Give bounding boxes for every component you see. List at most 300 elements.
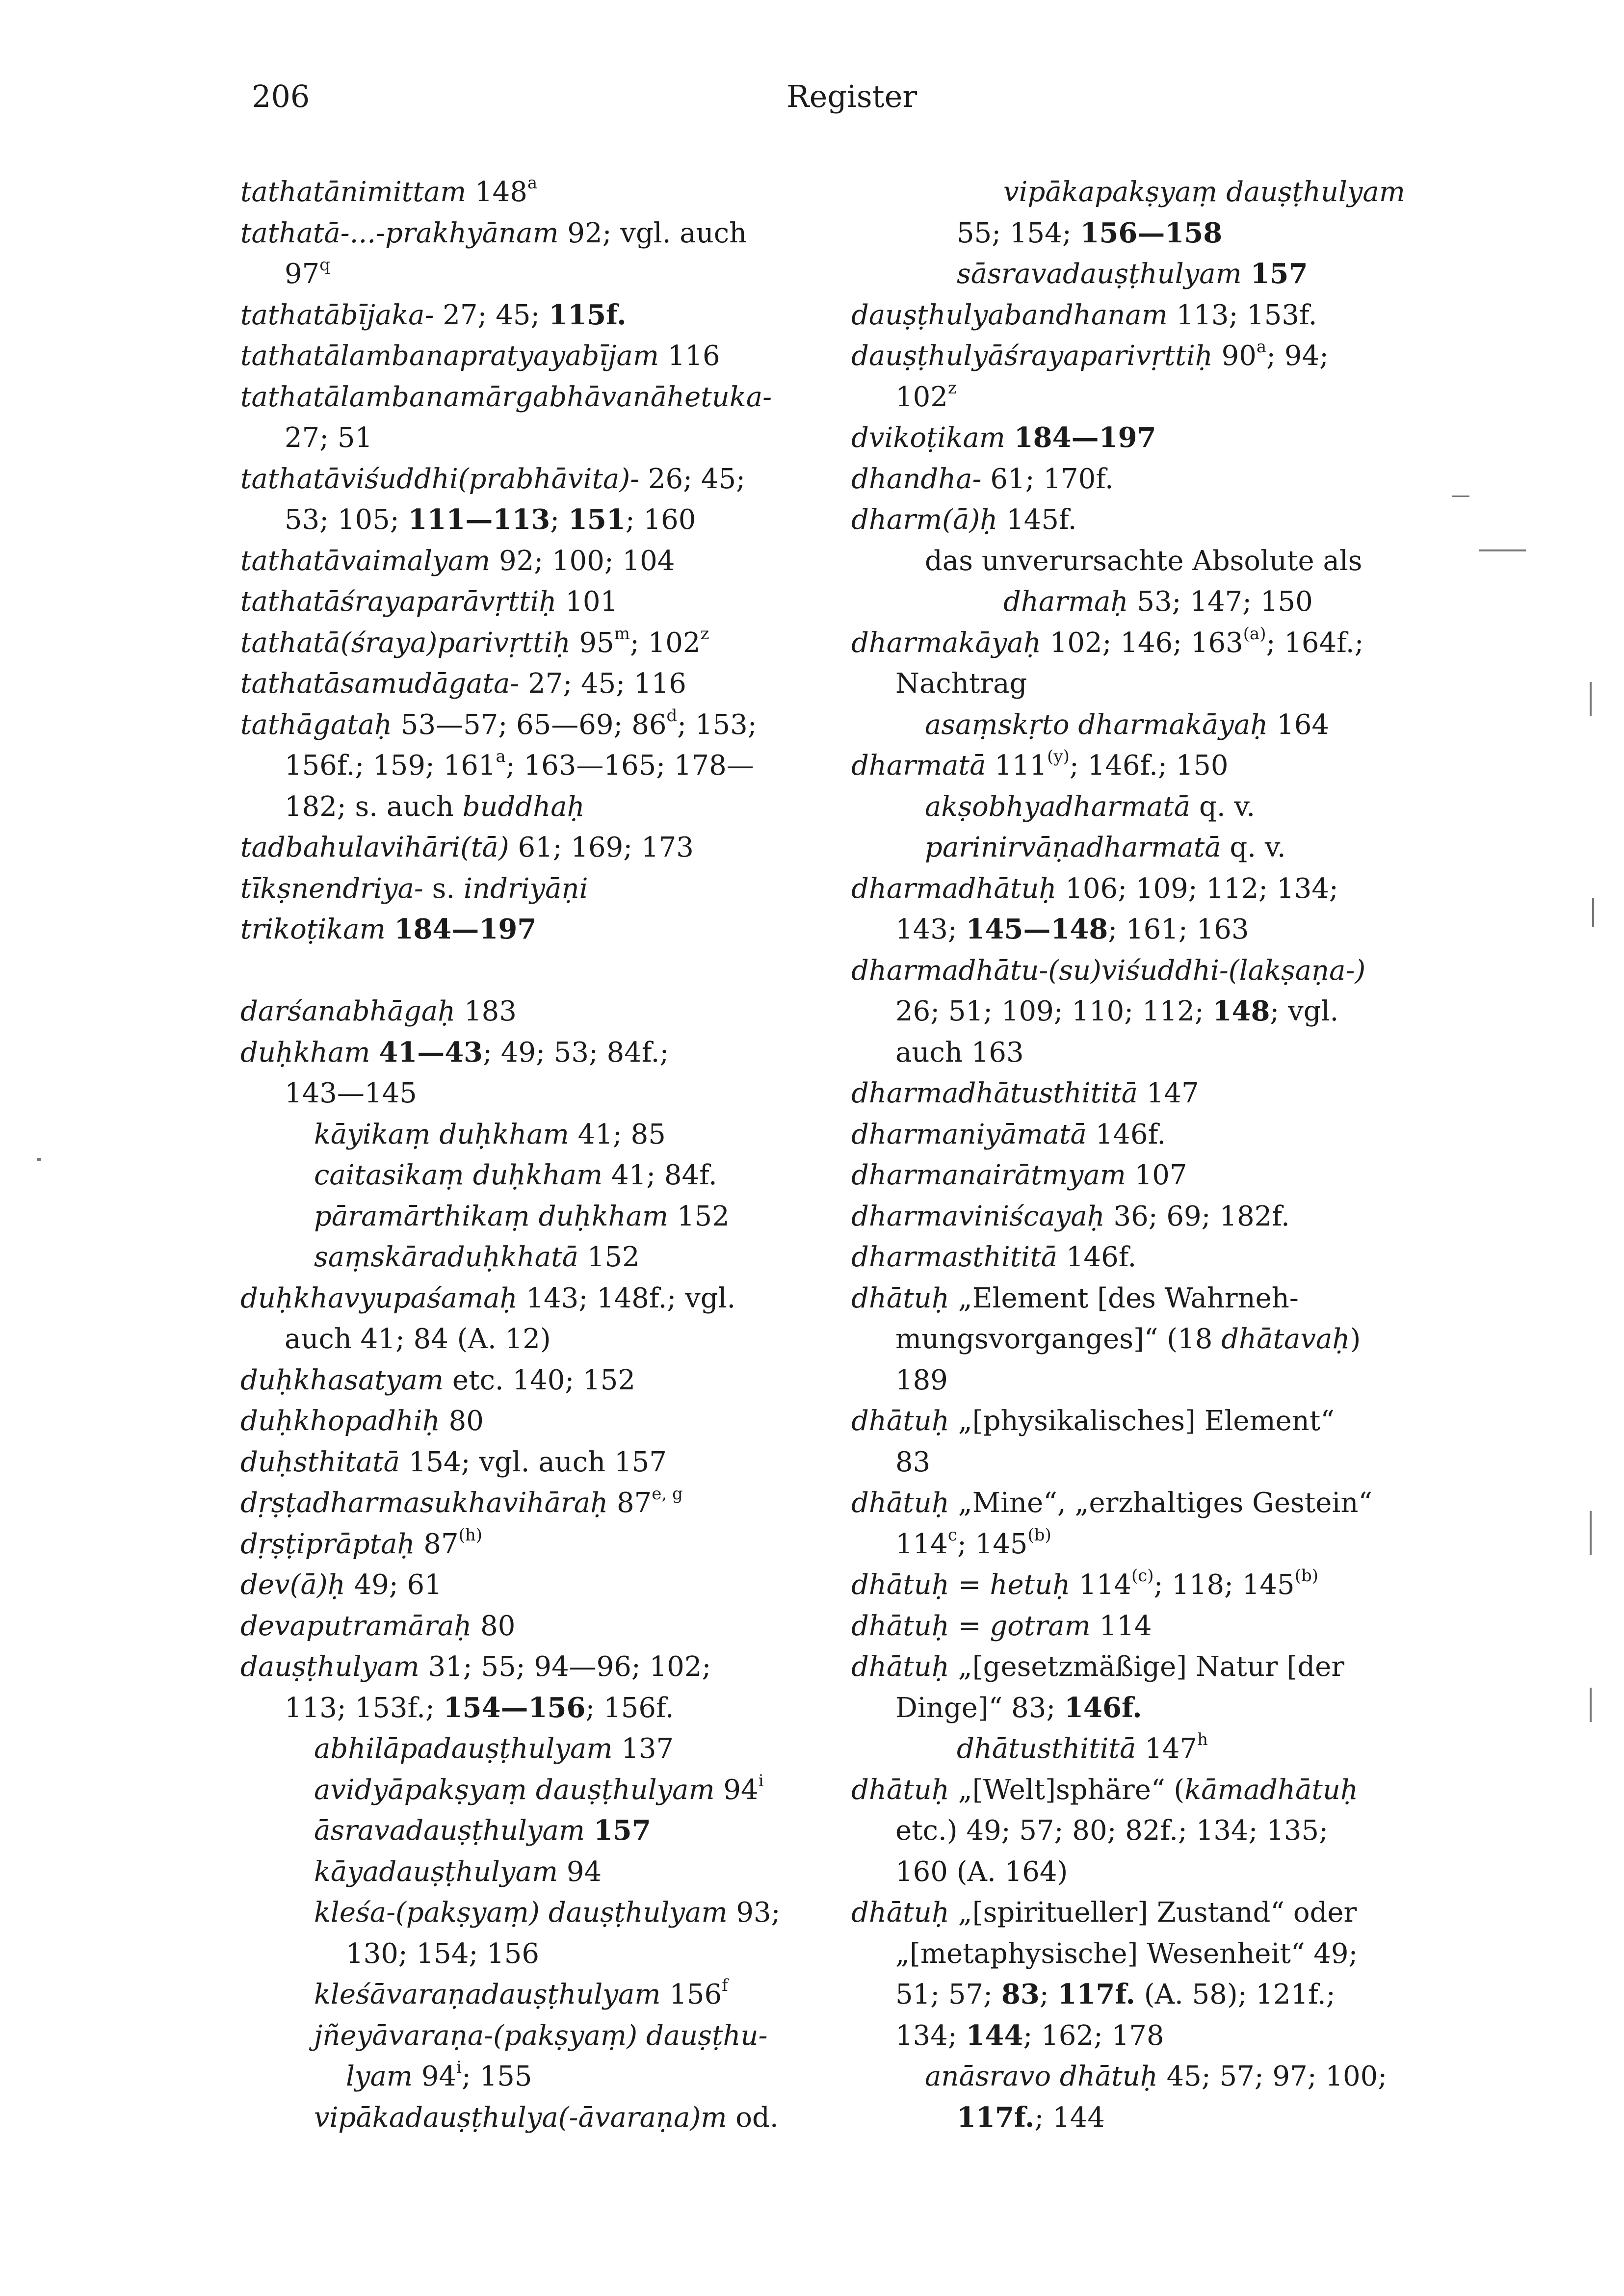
entry-term: dharm(ā)ḥ [851,504,998,536]
entry-text: ; 164f.; [1266,626,1364,659]
page-reference-bold: 151 [568,503,626,536]
entry-text: 41; 85 [569,1118,666,1150]
index-line [851,991,1489,1032]
entry-term: dhātuḥ [851,1774,949,1806]
entry-text: ; 146f.; 150 [1069,750,1229,782]
index-line [240,1073,834,1114]
index-line [851,499,1489,541]
entry-text: 93; [727,1897,781,1929]
index-column-left [240,172,834,2138]
entry-term: tathatāviśuddhi(prabhāvita)- [240,463,640,495]
entry-term: sāsravadauṣṭhulyam [957,258,1242,290]
index-line [240,1770,834,1811]
index-line [240,623,834,664]
entry-text: 55; 154; [957,217,1080,249]
entry-text: „[physikalisches] Element“ [949,1405,1335,1437]
page-reference-bold: 41—43 [379,1036,483,1069]
index-line [240,377,834,418]
entry-term: tadbahulavihāri(tā) [240,832,509,863]
entry-text: 87 [608,1487,652,1519]
index-line [851,745,1489,786]
index-line [240,459,834,500]
entry-text: „Element [des Wahrneh- [949,1282,1299,1314]
scan-speck [1590,1511,1592,1555]
entry-text [386,913,394,945]
index-line [240,417,834,459]
entry-text: 92; vgl. auch [558,217,747,249]
entry-term: dauṣṭhulyāśrayaparivṛttiḥ [851,340,1213,372]
entry-term: dhātuḥ [851,1487,949,1519]
index-line [240,1114,834,1155]
index-line [240,1319,834,1360]
superscript: e, g [652,1484,683,1504]
entry-text: ; 156f. [585,1692,674,1724]
entry-text: 83 [895,1446,931,1478]
index-line [240,1032,834,1073]
entry-term: dharmaḥ [1003,586,1128,618]
index-line [240,868,834,910]
entry-term: tathatā(śraya)parivṛttiḥ [240,626,571,659]
entry-term: abhilāpadauṣṭhulyam [314,1733,613,1765]
superscript: a [496,747,506,767]
superscript: i [758,1771,764,1791]
index-line [240,1688,834,1729]
index-line [240,336,834,377]
index-line [851,2056,1489,2097]
entry-term: dhātuḥ [851,1651,949,1683]
entry-text: 53; 147; 150 [1128,586,1313,618]
index-line [851,827,1489,868]
entry-text: ; 160 [625,504,696,536]
entry-term: kāyadauṣṭhulyam [314,1855,558,1888]
index-line [851,1606,1489,1647]
entry-term: dhātuḥ = gotram [851,1610,1091,1642]
index-line [240,541,834,582]
entry-term: duḥkham [240,1036,370,1069]
entry-text: 156 [660,1979,722,2010]
entry-term: dharmatā [851,750,986,782]
entry-term: indriyāṇi [463,872,588,905]
entry-text: ; [1039,1979,1058,2010]
entry-text: 61; 169; 173 [509,832,694,863]
entry-text: 116 [659,340,720,372]
entry-text: 102 [895,381,948,413]
index-line [240,909,834,950]
index-line [851,1483,1489,1524]
superscript: (y) [1047,747,1070,767]
entry-term: tathatābījaka- [240,299,434,331]
index-line [851,1196,1489,1237]
index-line [851,541,1489,582]
entry-text: 90 [1212,340,1257,372]
entry-text: 102; 146; 163 [1041,626,1243,659]
index-line [851,868,1489,910]
entry-term: dvikoṭikam [851,422,1005,454]
page-reference-bold: 148 [1212,995,1270,1027]
scan-speck [37,1158,41,1161]
entry-term: dev(ā)ḥ [240,1569,345,1601]
entry-term: duḥkhasatyam [240,1364,444,1396]
entry-term: asaṃskṛto dharmakāyaḥ [925,708,1268,741]
page-reference-bold: 117f. [957,2101,1035,2134]
entry-term: dharmadhātusthititā [851,1077,1138,1109]
entry-text: etc.) 49; 57; 80; 82f.; 134; 135; [895,1815,1328,1847]
entry-text: 134; [895,2019,966,2052]
entry-term: parinirvāṇadharmatā [925,832,1221,863]
index-column-right [851,172,1489,2138]
page-number: 206 [252,78,310,114]
index-line [851,417,1489,459]
entry-term: dharmadhātu-(su)viśuddhi-(lakṣaṇa-) [851,954,1366,987]
entry-text: 87 [415,1528,459,1560]
index-blank-line [240,950,834,991]
index-line [851,1237,1489,1278]
index-line [851,1974,1489,2015]
entry-text: 94 [714,1774,759,1806]
index-line [851,1032,1489,1073]
page-reference-bold: 111—113 [408,503,550,536]
entry-text: „Mine“, „erzhaltiges Gestein“ [949,1487,1373,1519]
entry-term: tathatālambanamārgabhāvanāhetuka- [240,381,772,413]
index-line [851,254,1489,295]
superscript: z [700,624,709,644]
entry-term: dhātavaḥ [1221,1323,1350,1355]
index-line [240,1892,834,1933]
index-line [240,254,834,295]
entry-text: 147 [1137,1077,1199,1109]
entry-term: tathatāvaimalyam [240,545,491,577]
index-line [851,1770,1489,1811]
entry-term: kleśāvaraṇadauṣṭhulyam [314,1979,661,2010]
entry-text: od. [727,2101,779,2134]
entry-term: kāmadhātuḥ [1184,1774,1358,1806]
entry-text: 143; 148f.; vgl. [517,1282,736,1314]
entry-term: dṛṣṭadharmasukhavihāraḥ [240,1487,608,1519]
entry-term: tathatā-...-prakhyānam [240,217,559,249]
index-line [240,1237,834,1278]
page-reference-bold: 145—148 [966,913,1108,945]
entry-text: „[gesetzmäßige] Natur [der [949,1651,1345,1683]
superscript: (c) [1131,1566,1154,1586]
entry-text: (A. 58); 121f.; [1135,1979,1336,2010]
index-line [851,623,1489,664]
entry-term: tathatāsamudāgata- [240,668,520,700]
entry-text: ; [550,504,568,536]
index-line [240,1442,834,1483]
entry-term: kāyikaṃ duḥkham [314,1118,569,1150]
index-line [851,1114,1489,1155]
entry-text: ; 163—165; 178— [505,750,754,782]
entry-text: 94 [558,1855,602,1888]
entry-text: 36; 69; 182f. [1104,1200,1290,1232]
scan-speck [1479,549,1526,551]
entry-text: 27; 51 [285,422,373,454]
entry-term: dauṣṭhulyabandhanam [851,299,1168,331]
index-line [240,1360,834,1401]
entry-text [585,1815,594,1847]
index-line [240,1974,834,2015]
entry-term: dhātuḥ [851,1897,949,1929]
index-line [240,1278,834,1319]
index-line [851,1646,1489,1688]
entry-text: 41; 84f. [602,1159,717,1191]
entry-term: dhātusthititā [957,1733,1136,1765]
entry-text: auch 163 [895,1036,1024,1069]
index-line [851,1319,1489,1360]
entry-text: 113; 153f. [1167,299,1317,331]
entry-text: 27; 45; [434,299,549,331]
entry-text: 45; 57; 97; 100; [1157,2061,1388,2092]
page-reference-bold: 157 [593,1814,651,1847]
entry-text: 114 [1070,1569,1131,1601]
entry-text [1005,422,1014,454]
page-reference-bold: 146f. [1064,1691,1142,1724]
entry-text: 53—57; 65—69; 86 [392,708,667,741]
index-line [851,909,1489,950]
entry-text: ; 102 [629,626,701,659]
entry-text: 95 [570,626,614,659]
scan-speck [1592,898,1594,927]
index-line [851,950,1489,991]
index-line [240,663,834,704]
entry-text: 160 (A. 164) [895,1855,1068,1888]
entry-text: ; 144 [1034,2101,1105,2134]
index-line [851,336,1489,377]
entry-text: 143—145 [285,1077,417,1109]
entry-text: „[Welt]sphäre“ ( [949,1774,1185,1806]
entry-text: ; vgl. [1270,995,1339,1027]
entry-text: 146f. [1057,1241,1137,1273]
superscript: a [527,173,538,193]
scan-speck [1452,496,1469,497]
entry-text: 145f. [997,504,1077,536]
entry-text: s. [423,872,464,905]
entry-term: caitasikaṃ duḥkham [314,1159,603,1191]
entry-text: 130; 154; 156 [346,1937,539,1970]
entry-text: 152 [668,1200,730,1232]
index-line [851,1852,1489,1893]
entry-text: ; 155 [461,2061,532,2092]
entry-term: dharmaniyāmatā [851,1118,1087,1150]
entry-term: duḥkhavyupaśamaḥ [240,1282,518,1314]
index-line [851,377,1489,418]
superscript: (h) [458,1525,483,1545]
index-line [240,991,834,1032]
index-line [851,1442,1489,1483]
index-line [240,1483,834,1524]
entry-text: 107 [1126,1159,1187,1191]
index-line [851,1933,1489,1975]
index-line [851,2097,1489,2139]
entry-text: 183 [455,995,517,1027]
entry-text: 26; 51; 109; 110; 112; [895,995,1213,1027]
index-line [851,1524,1489,1565]
entry-term: dharmaviniścayaḥ [851,1200,1105,1232]
entry-text: 147 [1136,1733,1198,1765]
entry-text: 146f. [1086,1118,1166,1150]
index-line [240,213,834,254]
index-line [240,1155,834,1196]
entry-term: dhātuḥ [851,1405,949,1437]
index-line [240,1606,834,1647]
entry-text: 137 [612,1733,674,1765]
entry-text: ; 153; [677,708,757,741]
entry-term: avidyāpakṣyaṃ dauṣṭhulyam [314,1774,715,1806]
entry-text: „[spiritueller] Zustand“ oder [949,1897,1357,1929]
entry-text: 152 [578,1241,640,1273]
index-line [851,1278,1489,1319]
entry-term: dṛṣṭiprāptaḥ [240,1528,415,1560]
entry-text: 189 [895,1364,948,1396]
entry-term: dhātuḥ [851,1282,949,1314]
index-line [240,704,834,746]
entry-text: 80 [471,1610,516,1642]
entry-term: pāramārthikaṃ duḥkham [314,1200,669,1232]
index-line [851,459,1489,500]
index-line [240,1852,834,1893]
entry-text: „[metaphysische] Wesenheit“ 49; [895,1937,1358,1970]
index-line [240,1728,834,1770]
page-reference-bold: 184—197 [1014,421,1156,454]
page-reference-bold: 83 [1001,1978,1040,2010]
index-line [851,1688,1489,1729]
index-line [851,704,1489,746]
index-line [851,1155,1489,1196]
index-line [851,1810,1489,1852]
entry-text: 111 [986,750,1048,782]
entry-text: 51; 57; [895,1979,1001,2010]
entry-text: 106; 109; 112; 134; [1056,872,1338,905]
index-line [851,1565,1489,1606]
entry-text: 114 [1090,1610,1152,1642]
entry-text: 94 [413,2061,457,2092]
entry-term: dharmakāyaḥ [851,626,1041,659]
entry-text: 53; 105; [285,504,408,536]
entry-text: mungsvorganges]“ (18 [895,1323,1222,1355]
entry-term: tathatānimittam [240,176,467,208]
entry-text: 148 [466,176,527,208]
page-reference-bold: 156—158 [1080,216,1223,249]
page-reference-bold: 115f. [549,298,627,331]
superscript: (b) [1027,1525,1051,1545]
entry-text: 113; 153f.; [285,1692,444,1724]
index-line [240,1810,834,1852]
superscript: z [947,378,957,398]
index-line [240,1401,834,1442]
index-line [240,581,834,623]
index-line [240,786,834,828]
entry-term: duḥsthitatā [240,1446,400,1478]
entry-term: kleśa-(pakṣyaṃ) dauṣṭhulyam [314,1897,728,1929]
superscript: f [722,1976,728,1996]
entry-text: Nachtrag [895,668,1027,700]
entry-text: ; 162; 178 [1023,2019,1164,2052]
index-line [851,1360,1489,1401]
index-line [240,172,834,213]
entry-text: 156f.; 159; 161 [285,750,496,782]
entry-text: ; 145 [957,1528,1028,1560]
entry-term: tathāgataḥ [240,708,393,741]
scan-speck [1590,682,1592,716]
index-line [240,295,834,336]
index-line [240,2097,834,2139]
index-line [240,1196,834,1237]
entry-text: 154; vgl. auch 157 [399,1446,667,1478]
entry-term: anāsravo dhātuḥ [925,2061,1158,2092]
entry-term: dhandha- [851,463,982,495]
entry-term: dauṣṭhulyam [240,1651,419,1683]
index-line [851,295,1489,336]
entry-term: trikoṭikam [240,913,386,945]
index-line [851,1728,1489,1770]
entry-text [1242,258,1251,290]
index-line [240,1524,834,1565]
running-head: Register [786,78,917,114]
entry-term: tīkṣnendriya- [240,872,423,905]
entry-term: tathatāśrayaparāvṛttiḥ [240,586,557,618]
index-line [240,1565,834,1606]
entry-text: 49; 61 [345,1569,442,1601]
entry-text: 92; 100; 104 [490,545,675,577]
entry-text: 80 [440,1405,484,1437]
index-line [240,1646,834,1688]
page-reference-bold: 117f. [1057,1978,1135,2010]
entry-text: etc. 140; 152 [444,1364,635,1396]
entry-text: 101 [556,586,618,618]
entry-text: q. v. [1221,832,1286,863]
scan-speck [1590,1688,1592,1722]
entry-text: Dinge]“ 83; [895,1692,1065,1724]
superscript: (b) [1294,1566,1318,1586]
superscript: i [456,2058,462,2078]
superscript: q [319,255,331,275]
page-reference-bold: 144 [966,2019,1023,2052]
index-line [240,2015,834,2057]
entry-term: akṣobhyadharmatā [925,790,1191,823]
entry-text: 26; 45; [639,463,745,495]
superscript: (a) [1243,624,1266,644]
index-line [851,213,1489,254]
entry-text: auch 41; 84 (A. 12) [285,1323,551,1355]
page-reference-bold: 184—197 [394,913,537,945]
superscript: a [1256,337,1267,357]
entry-text: ) [1350,1323,1361,1355]
index-line [851,1892,1489,1933]
entry-term: lyam [346,2061,413,2092]
index-line [240,499,834,541]
entry-text: 27; 45; 116 [519,668,686,700]
entry-text: q. v. [1190,790,1256,823]
entry-term: dharmanairātmyam [851,1159,1126,1191]
index-line [851,1401,1489,1442]
entry-term: jñeyāvaraṇa-(pakṣyaṃ) dauṣṭhu- [314,2019,768,2052]
entry-text: ; 49; 53; 84f.; [483,1036,669,1069]
superscript: d [666,705,678,726]
index-line [240,1933,834,1975]
entry-text: 31; 55; 94—96; 102; [419,1651,711,1683]
entry-text: ; 94; [1266,340,1329,372]
entry-term: dharmasthititā [851,1241,1058,1273]
index-line [851,2015,1489,2057]
entry-text: ; 161; 163 [1108,913,1249,945]
entry-term: devaputramāraḥ [240,1610,472,1642]
entry-term: darśanabhāgaḥ [240,995,456,1027]
entry-text: 143; [895,913,966,945]
entry-text: das unverursachte Absolute als [925,545,1362,577]
index-line [851,172,1489,213]
index-line [240,2056,834,2097]
entry-term: vipākadauṣṭhulya(-āvaraṇa)m [314,2101,727,2134]
